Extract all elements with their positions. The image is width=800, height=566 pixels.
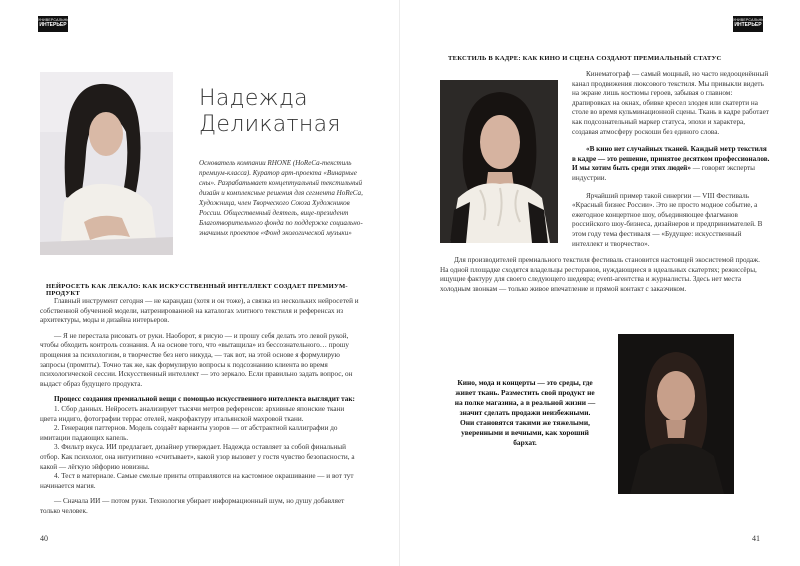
- quote-attribution: — говорят эксперты индустрии.: [572, 164, 755, 182]
- paragraph: Главный инструмент сегодня — не карандаш (хотя и он тоже), а связка из нескольких нейросетей и собственной обученной модели, натренированной на каталогах элитного текстиля и референсах из архитектуры, моды и дизайна интерьеров.: [40, 297, 359, 325]
- festival-paragraph: [440, 256, 770, 300]
- page-number: 40: [40, 534, 48, 543]
- logo-line2: ИНТЕРЬЕР: [39, 22, 67, 28]
- section-heading-film: ТЕКСТИЛЬ В КАДРЕ: КАК КИНО И СЦЕНА СОЗДАЮТ ПРЕМИАЛЬНЫЙ СТАТУС: [448, 55, 722, 62]
- logo-line1: УНИВЕРСАЛЬНЫЙ: [38, 18, 73, 22]
- paragraph: Ярчайший пример такой синергии — VIII Фестиваль «Красный бизнес России». Это не просто модное событие, а ежегодное концертное шоу, объединяющее флагманов российского шоу-бизнеса, дизайнеров и предпринимателей. В этом году тема фестиваля — «Будущее: искусственный интеллект и творчество».: [572, 191, 763, 248]
- expert-quote: «В кино нет случайных тканей. Каждый метр текстиля в кадре — это решение, принятое десятком профессионалов. И мы хотим быть среди этих людей»: [572, 145, 770, 173]
- pull-quote: Кино, мода и концерты — это среды, где живет ткань. Разместить свой продукт не на полке магазина, а в реальной жизни — значит сделать продажи неизбежными. Они становятся такими же тяжелыми, уверенными и вечными, как хороший бархат.: [454, 378, 596, 447]
- person-name: [199, 86, 341, 138]
- paragraph: Для производителей премиального текстиля фестиваль становится настоящей экосистемой продаж. На одной площадке сходятся владельцы ресторанов, нуждающиеся в идеальных скатертях; режиссёры, ищущие фактуру для своего следующего шедевра; event-агентства и журналисты. Здесь нет места холодным звонкам — только живое впечатление и прямой контакт с заказчиком.: [440, 256, 760, 293]
- expert-quote-paragraph: [572, 145, 770, 183]
- name-last: Деликатная: [199, 112, 341, 137]
- portrait-photo-2: [440, 80, 558, 243]
- step-1: 1. Сбор данных. Нейросеть анализирует тысячи метров референсов: архивные японские ткани цвета индиго, фотографии террас отелей, макрофактуру итальянской махровой ткани.: [40, 404, 345, 423]
- portrait-woman-icon: [618, 334, 734, 494]
- logo-line1: УНИВЕРСАЛЬНЫЙ: [733, 18, 768, 22]
- paragraph: Кинематограф — самый мощный, но часто недооценённый канал продвижения люксового текстиля. Мы привыкли видеть на экране лишь костюмы героев, забывая о главном: драпировках на окнах, обивке кресел злодея или скатерти на столе во время кульминационной сцены. Ткань в кадре работает как подсознательный маркер статуса, эпохи и характера, создавая атмосферу роскоши без единого слова.: [572, 70, 769, 136]
- article-body-left: [40, 297, 360, 522]
- right-page: [400, 0, 800, 566]
- portrait-photo-3: [618, 334, 734, 494]
- logo-line2: ИНТЕРЬЕР: [734, 22, 762, 28]
- film-intro: [572, 70, 770, 255]
- process-title: Процесс создания премиальной вещи с помощью искусственного интеллекта выглядит так:: [54, 395, 355, 404]
- step-3: 3. Фильтр вкуса. ИИ предлагает, дизайнер утверждает. Надежда оставляет за собой финальный отбор. Как психолог, она интуитивно «считывает», какой узор вызовет у гостя чувство безопасности, а какой — лёгкую эйфорию новизны.: [40, 443, 355, 471]
- step-2: 2. Генерация паттернов. Модель создаёт варианты узоров — от абстрактной каллиграфии до имитации падающих капель.: [40, 424, 338, 442]
- portrait-woman-icon: [40, 72, 173, 255]
- name-first: Надежда: [199, 86, 308, 111]
- paragraph: — Я не перестала рисовать от руки. Наоборот, я рисую — и прошу себя делать это левой рукой, чтобы обходить контроль сознания. А на основе того, что «вытащила» из бессознательного… прошу прощения за психологизм, в творчестве без него никуда, — так вот, на этой основе я формулирую запросы (промпты). Точно так же, как формулирую вопросы к подсознанию клиента во время психологической сессии. Искусственный интеллект — это зеркало. Если правильно задать вопрос, он выдаст образ будущего продукта.: [40, 331, 353, 388]
- portrait-woman-icon: [440, 80, 558, 243]
- section-heading-ai: НЕЙРОСЕТЬ КАК ЛЕКАЛО: КАК ИСКУССТВЕННЫЙ ИНТЕЛЛЕКТ СОЗДАЕТ ПРЕМИУМ-ПРОДУКТ: [46, 283, 348, 297]
- step-4: 4. Тест в материале. Самые смелые принты отправляются на кастомное окрашивание — и вот тут начинается магия.: [40, 472, 354, 490]
- magazine-logo: [733, 16, 768, 32]
- page-number: 41: [752, 534, 760, 543]
- paragraph: — Сначала ИИ — потом руки. Технология убирает информационный шум, но душу добавляет только человек.: [40, 497, 345, 515]
- portrait-photo-1: [40, 72, 173, 255]
- magazine-logo: [38, 16, 73, 32]
- bio-text: Основатель компании RHONE (HoReCa-текстиль премиум-класса). Куратор арт-проекта «Винарные сны». Разрабатывает концептуальный текстильный дизайн и комплексные решения для сегмента HoReCa, Художница, член Творческого Союза Художников России. Общественный деятель, вице-президент Благотворительного фонда по поддержке социально-значимых проектов «Фонд экологической музыки»: [199, 159, 363, 237]
